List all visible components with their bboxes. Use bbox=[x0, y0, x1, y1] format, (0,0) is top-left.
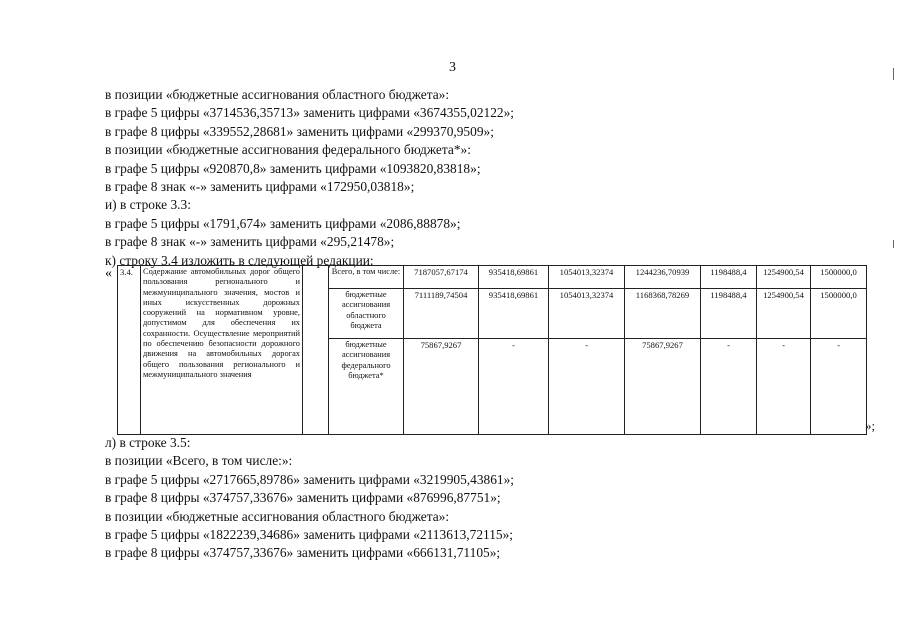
value-cell: 1054013,32374 bbox=[549, 289, 625, 339]
row-number: 3.4. bbox=[118, 266, 141, 435]
text-line: в графе 8 цифры «374757,33676» заменить цифрами «876996,87751»; bbox=[105, 490, 501, 506]
text-line: в позиции «бюджетные ассигнования областного бюджета»: bbox=[105, 508, 450, 524]
value-cell: - bbox=[811, 339, 867, 435]
row-label-total: Всего, в том числе: bbox=[329, 266, 404, 289]
text-line: в графе 5 цифры «2717665,89786» заменить цифрами «3219905,43861»; bbox=[105, 471, 515, 487]
text-line: в графе 5 цифры «920870,8» заменить цифрами «1093820,83818»; bbox=[105, 160, 481, 176]
text-line: к) строку 3.4 изложить в следующей редакции: bbox=[105, 252, 374, 268]
amendment-text-bottom bbox=[105, 434, 514, 563]
value-cell: 1500000,0 bbox=[811, 266, 867, 289]
value-cell: - bbox=[701, 339, 757, 435]
value-cell: 1500000,0 bbox=[811, 289, 867, 339]
text-line: в графе 8 знак «-» заменить цифрами «295,21478»; bbox=[105, 234, 395, 250]
opening-quote: « bbox=[105, 266, 112, 281]
value-cell: - bbox=[757, 339, 811, 435]
value-cell: 935418,69861 bbox=[479, 289, 549, 339]
value-cell: - bbox=[549, 339, 625, 435]
text-line: в графе 5 цифры «1791,674» заменить цифрами «2086,88878»; bbox=[105, 215, 461, 231]
value-cell: 1198488,4 bbox=[701, 289, 757, 339]
row-label-federal: бюджетные ассигнования федерального бюджета* bbox=[329, 339, 404, 435]
text-line: в позиции «бюджетные ассигнования областного бюджета»: bbox=[105, 87, 450, 102]
table-row bbox=[118, 266, 867, 289]
value-cell: 7111189,74504 bbox=[404, 289, 479, 339]
value-cell: 75867,9267 bbox=[404, 339, 479, 435]
text-line: в графе 5 цифры «1822239,34686» заменить цифрами «2113613,72115»; bbox=[105, 526, 514, 542]
text-line: в позиции «Всего, в том числе:»: bbox=[105, 453, 293, 469]
text-line: в графе 8 знак «-» заменить цифрами «172950,03818»; bbox=[105, 178, 415, 194]
text-line: л) в строке 3.5: bbox=[105, 435, 191, 450]
empty-cell bbox=[303, 266, 329, 435]
scan-mark bbox=[893, 68, 894, 80]
value-cell: 75867,9267 bbox=[625, 339, 701, 435]
scan-mark bbox=[893, 240, 894, 248]
value-cell: 935418,69861 bbox=[479, 266, 549, 289]
value-cell: 1244236,70939 bbox=[625, 266, 701, 289]
value-cell: 1168368,78269 bbox=[625, 289, 701, 339]
row-description: Содержание автомобильных дорог общего пользования регионального и межмуниципального значения, мостов и иных искусственных дорожных сооружений на нормативном уровне, допустимом для обеспечения их сохранности. Осуществление мероприятий по обеспечению безопасности дорожного движения на автомобильных дорогах общего пользования регионального и межмуниципального значения bbox=[141, 266, 303, 435]
row-label-regional: бюджетные ассигнования областного бюджета bbox=[329, 289, 404, 339]
closing-quote: »; bbox=[865, 418, 876, 433]
amendment-text-top bbox=[105, 86, 514, 270]
text-line: в позиции «бюджетные ассигнования федерального бюджета*»: bbox=[105, 142, 471, 158]
text-line: и) в строке 3.3: bbox=[105, 197, 191, 213]
value-cell: 1198488,4 bbox=[701, 266, 757, 289]
value-cell: - bbox=[479, 339, 549, 435]
text-line: в графе 5 цифры «3714536,35713» заменить цифрами «3674355,02122»; bbox=[105, 105, 515, 121]
value-cell: 7187057,67174 bbox=[404, 266, 479, 289]
budget-row-table bbox=[117, 265, 867, 435]
page-number: 3 bbox=[449, 60, 456, 75]
value-cell: 1054013,32374 bbox=[549, 266, 625, 289]
text-line: в графе 8 цифры «374757,33676» заменить цифрами «666131,71105»; bbox=[105, 545, 501, 561]
value-cell: 1254900,54 bbox=[757, 289, 811, 339]
value-cell: 1254900,54 bbox=[757, 266, 811, 289]
text-line: в графе 8 цифры «339552,28681» заменить цифрами «299370,9509»; bbox=[105, 123, 494, 139]
